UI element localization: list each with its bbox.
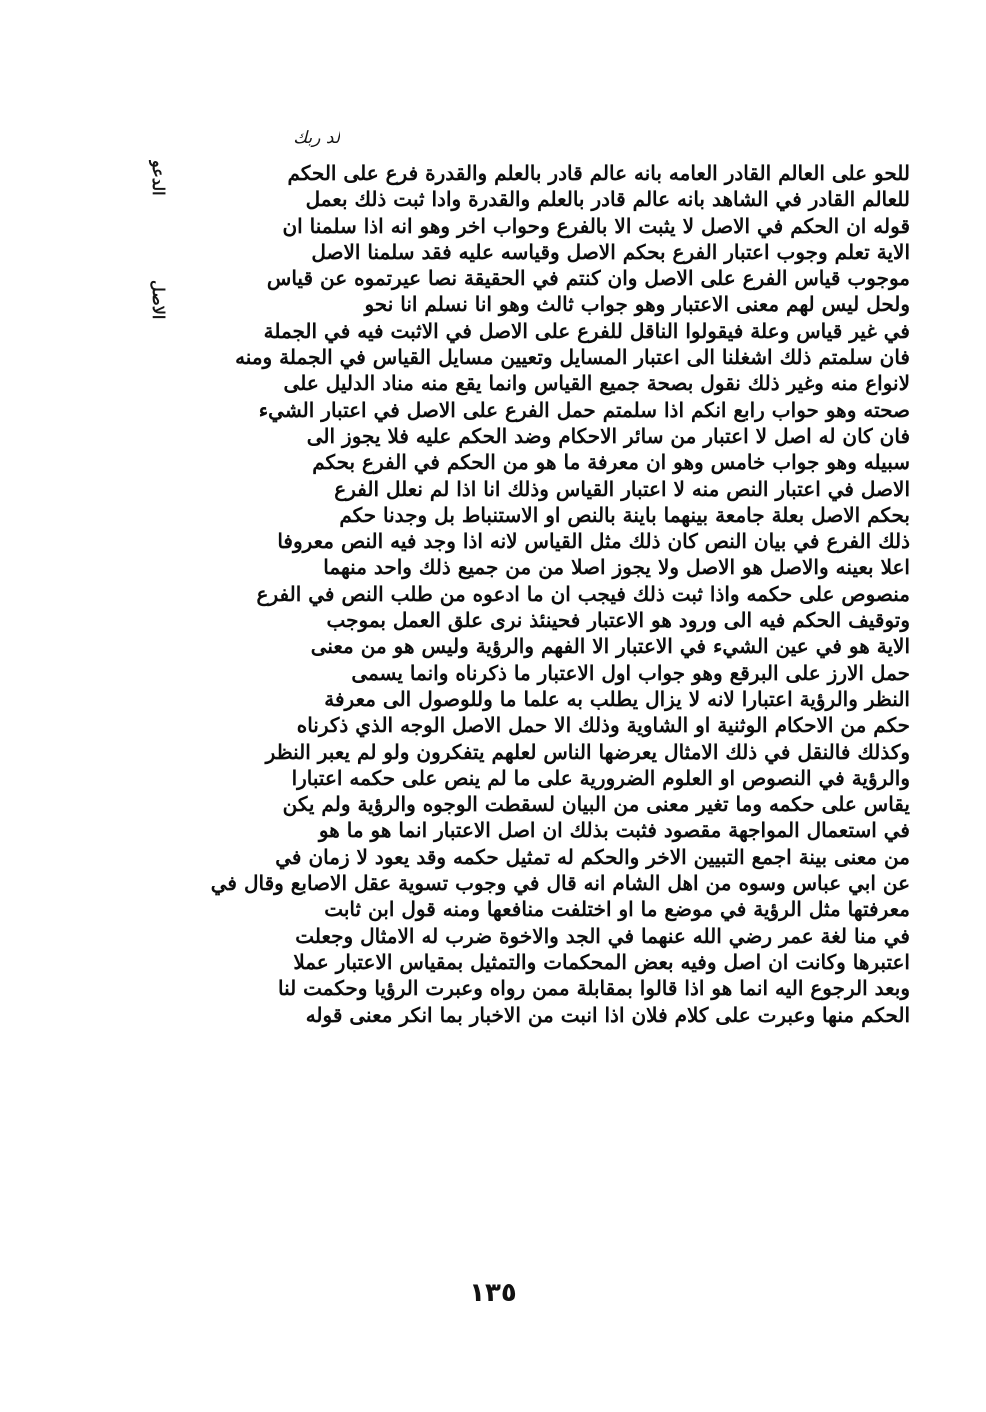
text-line: معرفتها مثل الرؤية في موضع ما او اختلفت منافعها ومنه قول ابن ثابت bbox=[324, 897, 910, 922]
page-number: ١٣٥ bbox=[469, 1278, 517, 1308]
margin-note: الاصل bbox=[149, 280, 168, 320]
text-line: في منا لغة عمر رضي الله عنهما في الجد والاخوة ضرب له الامثال وجعلت bbox=[295, 923, 910, 948]
text-line: موجوب قياس الفرع على الاصل وان كنتم في الحقيقة نصا عيرتموه عن قياس bbox=[266, 266, 910, 291]
text-line: فان كان له اصل لا اعتبار من سائر الاحكام وضد الحكم عليه فلا يجوز الى bbox=[306, 423, 910, 448]
text-line: والرؤية في النصوص او العلوم الضرورية على ما لم ينص على حكمه اعتبارا bbox=[291, 765, 910, 790]
text-line: عن ابي عباس وسوه من اهل الشام انه قال في وجوب تسوية عقل الاصابع وقال في bbox=[210, 871, 910, 896]
text-line: منصوص على حكمه واذا ثبت ذلك فيجب ان ما ادعوه من طلب النص في الفرع bbox=[256, 581, 910, 606]
text-line: قوله ان الحكم في الاصل لا يثبت الا بالفرع وحواب اخر وهو انه اذا سلمنا ان bbox=[282, 213, 910, 238]
text-line: ذلك الفرع في بيان النص كان ذلك مثل القياس لانه اذا وجد فيه النص معروفا bbox=[277, 529, 910, 554]
text-line: اعتبرها وكانت ان اصل وفيه بعض المحكمات والتمثيل بمقياس الاعتبار عملا bbox=[293, 949, 910, 974]
text-line: النظر والرؤية اعتبارا لانه لا يزال يطلب به علما ما وللوصول الى معرفة bbox=[324, 686, 910, 711]
text-line: في غير قياس وعلة فيقولوا الناقل للفرع على الاصل في الاثبت فيه في الجملة bbox=[263, 318, 910, 343]
margin-note: الدعو bbox=[149, 160, 168, 196]
text-line: وكذلك فالنقل في ذلك الامثال يعرضها الناس لعلهم يتفكرون ولو لم يعبر النظر bbox=[265, 739, 910, 764]
text-line: الحكم منها وعبرت على كلام فلان اذا انبت من الاخبار بما انكر معنى قوله bbox=[305, 1002, 910, 1027]
manuscript-text bbox=[150, 160, 910, 1250]
text-line: في استعمال المواجهة مقصود فثبت بذلك ان اصل الاعتبار انما هو ما هو bbox=[318, 818, 910, 843]
text-line: سبيله وهو جواب خامس وهو ان معرفة ما هو من الحكم في الفرع بحكم bbox=[312, 450, 910, 475]
text-line: بحكم الاصل بعلة جامعة بينهما باينة بالنص او الاستنباط بل وجدنا حكم bbox=[339, 502, 910, 527]
text-line: وبعد الرجوع اليه انما هو اذا قالوا بمقابلة ممن رواه وعبرت الرؤيا وحكمت لنا bbox=[277, 976, 910, 1001]
text-line: الاصل في اعتبار النص منه لا اعتبار القياس وذلك انا اذا لم نعلل الفرع bbox=[334, 476, 910, 501]
text-line: صحته وهو حواب رابع انكم اذا سلمتم حمل الفرع على الاصل في اعتبار الشيء bbox=[258, 397, 910, 422]
text-line: حكم من الاحكام الوثنية او الشاوية وذلك الا حمل الاصل الوجه الذي ذكرناه bbox=[296, 713, 910, 738]
text-line: فان سلمتم ذلك اشغلنا الى اعتبار المسايل وتعيين مسايل القياس في الجملة ومنه bbox=[235, 345, 910, 370]
text-line: ولحل ليس لهم معنى الاعتبار وهو جواب ثالث وهو انا نسلم انا نحو bbox=[364, 292, 910, 317]
text-line: الاية هو في عين الشيء في الاعتبار الا الفهم والرؤية وليس هو من معنى bbox=[310, 634, 910, 659]
header-note: لد ربك bbox=[293, 128, 340, 148]
text-line: للعالم القادر في الشاهد بانه عالم قادر بالعلم والقدرة وادا ثبت ذلك بعمل bbox=[305, 187, 910, 212]
text-line: يقاس على حكمه وما تغير معنى من البيان لسقطت الوجوه والرؤية ولم يكن bbox=[282, 792, 910, 817]
text-line: لانواع منه وغير ذلك نقول بصحة جميع القياس وانما يقع منه مناد الدليل على bbox=[283, 371, 910, 396]
text-line: من معنى بينة اجمع التبيين الاخر والحكم له تمثيل حكمه وقد يعود لا زمان في bbox=[275, 844, 910, 869]
text-line: للحو على العالم القادر العامه بانه عالم قادر بالعلم والقدرة فرع على الحكم bbox=[287, 161, 910, 185]
text-line: وتوقيف الحكم فيه الى ورود هو الاعتبار فحينئذ نرى علق العمل بموجب bbox=[326, 608, 910, 633]
text-line: اعلا بعينه والاصل هو الاصل ولا يجوز اصلا من من جميع ذلك واحد منهما bbox=[323, 555, 910, 580]
text-line: الاية تعلم وجوب اعتبار الفرع بحكم الاصل وقياسه عليه فقد سلمنا الاصل bbox=[311, 239, 910, 264]
text-line: حمل الارز على البرقع وهو جواب اول الاعتبار ما ذكرناه وانما يسمى bbox=[351, 660, 910, 685]
